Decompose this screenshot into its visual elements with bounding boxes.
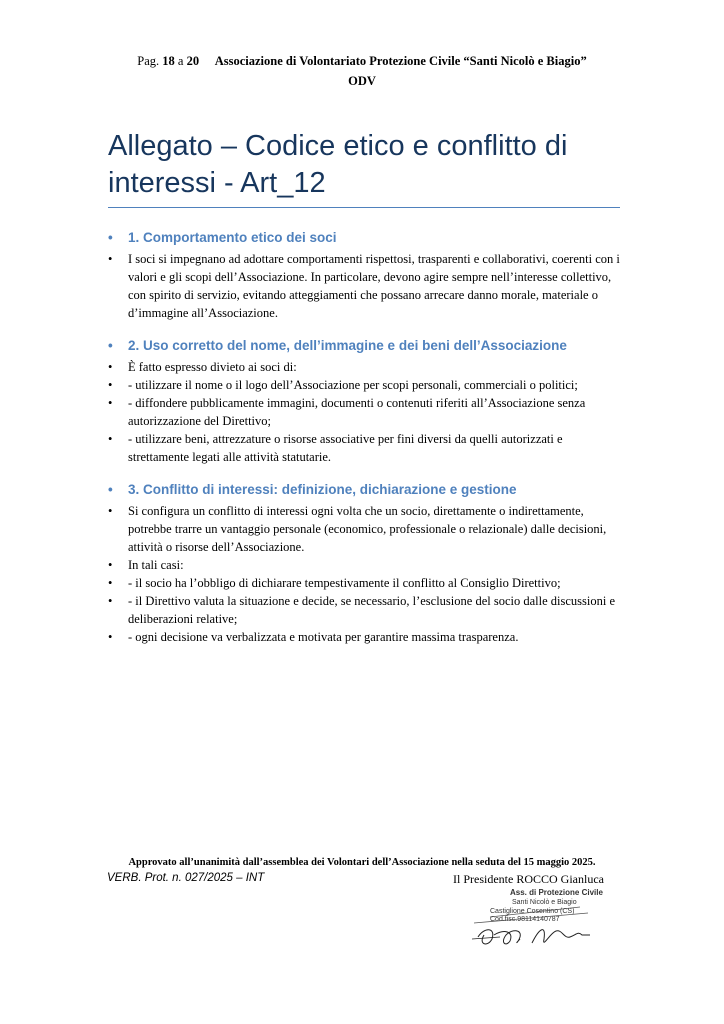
- list-item: [108, 358, 624, 376]
- bullet-icon: •: [108, 432, 113, 446]
- document-body: [108, 228, 624, 646]
- bullet-icon: •: [108, 482, 113, 497]
- bullet-icon: •: [108, 378, 113, 392]
- bullet-icon: •: [108, 252, 113, 266]
- list-item: [108, 430, 624, 466]
- page-number: 18: [162, 54, 175, 68]
- bullet-icon: •: [108, 360, 113, 374]
- org-name: Associazione di Volontariato Protezione Civile “Santi Nicolò e Biagio”: [214, 54, 587, 68]
- list-item: [108, 592, 624, 628]
- section-heading-text: 2. Uso corretto del nome, dell’immagine e dei beni dell’Associazione: [128, 338, 567, 353]
- title-divider: [108, 207, 620, 208]
- list-item: [108, 394, 624, 430]
- list-item: [108, 556, 624, 574]
- content-list: [108, 228, 624, 646]
- section-heading: [108, 480, 624, 500]
- list-item-text: I soci si impegnano ad adottare comportamenti rispettosi, trasparenti e collaborativi, coerenti con i valori e gli scopi dell’Associazione. In particolare, devono agire sempre nell’interesse collettivo, con spirito di servizio, evitando atteggiamenti che possano arrecare danno morale, materiale o d’immagine all’Associazione.: [128, 252, 620, 320]
- list-item: [108, 250, 624, 322]
- page-header: [0, 51, 724, 91]
- section-heading-text: 3. Conflitto di interessi: definizione, dichiarazione e gestione: [128, 482, 517, 497]
- bullet-icon: •: [108, 576, 113, 590]
- page-separator: a: [177, 54, 184, 68]
- document-title: Allegato – Codice etico e conflitto di interessi - Art_12: [108, 130, 568, 199]
- section-heading-text: 1. Comportamento etico dei soci: [128, 230, 337, 245]
- stamp-text: Castiglione Cosentino (CS): [490, 908, 575, 915]
- list-item: [108, 502, 624, 556]
- list-item: [108, 574, 624, 592]
- stamp-text: Cod.fisc.98114140787: [490, 916, 560, 923]
- list-item-text: - utilizzare beni, attrezzature o risorse associative per fini diversi da quelli autorizzati e strettamente legati alle attività statutarie.: [128, 432, 563, 464]
- association-stamp: [470, 887, 620, 957]
- bullet-icon: •: [108, 230, 113, 245]
- list-item-text: - il socio ha l’obbligo di dichiarare tempestivamente il conflitto al Consiglio Direttivo;: [128, 576, 561, 590]
- bullet-icon: •: [108, 504, 113, 518]
- bullet-icon: •: [108, 338, 113, 353]
- org-suffix: ODV: [348, 74, 376, 88]
- list-item-text: - diffondere pubblicamente immagini, documenti o contenuti riferiti all’Associazione senza autorizzazione del Direttivo;: [128, 396, 586, 428]
- section-heading: [108, 336, 624, 356]
- list-item-text: - ogni decisione va verbalizzata e motivata per garantire massima trasparenza.: [128, 630, 519, 644]
- bullet-icon: •: [108, 396, 113, 410]
- stamp-text: Ass. di Protezione Civile: [510, 888, 603, 897]
- list-item: [108, 628, 624, 646]
- bullet-icon: •: [108, 630, 113, 644]
- section-heading: [108, 228, 624, 248]
- page-total: 20: [186, 54, 200, 68]
- approval-note: Approvato all’unanimità dall’assemblea dei Volontari dell’Associazione nella seduta del 15 maggio 2025.: [128, 857, 596, 868]
- list-item-text: In tali casi:: [128, 558, 184, 572]
- list-item-text: Si configura un conflitto di interessi ogni volta che un socio, direttamente o indirettamente, potrebbe trarre un vantaggio personale (economico, professionale o relazionale) dalle decisioni, attività o risorse dell’Associazione.: [128, 504, 607, 554]
- president-signature-line: Il Presidente ROCCO Gianluca: [453, 872, 604, 886]
- list-item: [108, 376, 624, 394]
- list-item-text: - utilizzare il nome o il logo dell’Associazione per scopi personali, commerciali o politici;: [128, 378, 578, 392]
- stamp-text: Santi Nicolò e Biagio: [512, 899, 577, 906]
- bullet-icon: •: [108, 558, 113, 572]
- bullet-icon: •: [108, 594, 113, 608]
- page-label: Pag.: [137, 54, 160, 68]
- protocol-reference: VERB. Prot. n. 027/2025 – INT: [107, 872, 265, 884]
- list-item-text: - il Direttivo valuta la situazione e decide, se necessario, l’esclusione del socio dalle discussioni e deliberazioni relative;: [128, 594, 615, 626]
- list-item-text: È fatto espresso divieto ai soci di:: [128, 360, 297, 374]
